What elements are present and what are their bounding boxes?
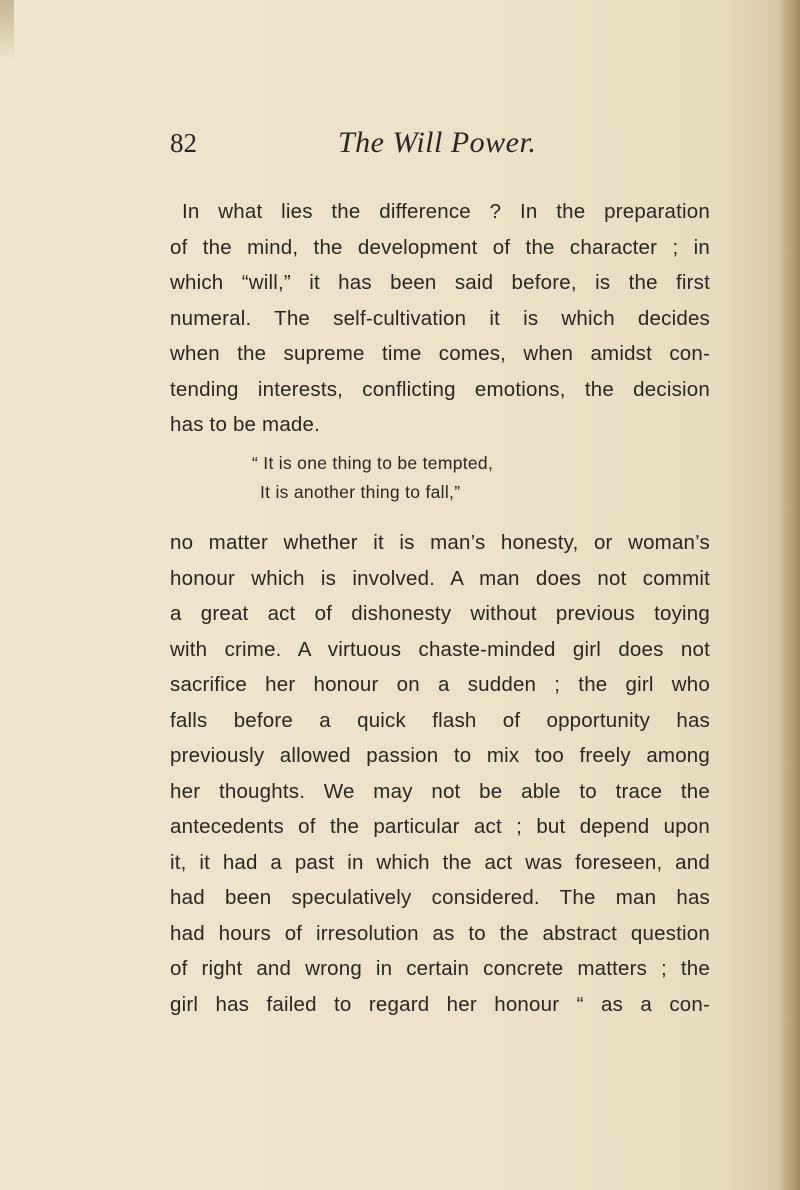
text-line: numeral. The self-cultivation it is which decides	[170, 306, 710, 330]
text-line: a great act of dishonesty without previous toying	[170, 602, 710, 625]
text-line: of the mind, the development of the character ; in	[170, 235, 710, 259]
text-line: had been speculatively considered. The man has	[170, 886, 710, 909]
text-line: has to be made.	[170, 413, 321, 436]
page-number: 82	[170, 128, 197, 158]
text-line: when the supreme time comes, when amidst con-	[170, 342, 710, 365]
text-line: girl has failed to regard her honour “ as a con-	[170, 992, 710, 1016]
page-stain	[0, 0, 14, 60]
text-line: with crime. A virtuous chaste-minded girl does not	[170, 637, 710, 661]
text-line: her thoughts. We may not be able to trace the	[170, 779, 710, 803]
running-title: The Will Power.	[338, 126, 537, 159]
page-header	[170, 128, 710, 168]
text-line: previously allowed passion to mix too freely among	[170, 744, 710, 767]
text-line: antecedents of the particular act ; but depend upon	[170, 815, 710, 838]
text-line: no matter whether it is man’s honesty, or woman’s	[170, 531, 710, 554]
verse-quote	[252, 449, 493, 507]
text-line: which “will,” it has been said before, is the first	[170, 271, 710, 294]
text-line: honour which is involved. A man does not commit	[170, 566, 710, 590]
text-line: sacrifice her honour on a sudden ; the girl who	[170, 673, 710, 696]
text-line: it, it had a past in which the act was foreseen, and	[170, 850, 710, 874]
quote-line: It is another thing to fall,”	[260, 482, 461, 502]
quote-line: “ It is one thing to be tempted,	[252, 453, 494, 473]
page-edge-shadow	[778, 0, 800, 1190]
text-line: falls before a quick flash of opportunity has	[170, 708, 710, 732]
text-line: In what lies the difference ? In the preparation	[182, 200, 710, 223]
text-line: had hours of irresolution as to the abstract question	[170, 921, 710, 945]
paragraph-two	[170, 525, 710, 1022]
text-line: of right and wrong in certain concrete matters ; the	[170, 957, 710, 980]
paragraph-one	[170, 194, 710, 443]
text-line: tending interests, conflicting emotions, the decision	[170, 377, 710, 401]
